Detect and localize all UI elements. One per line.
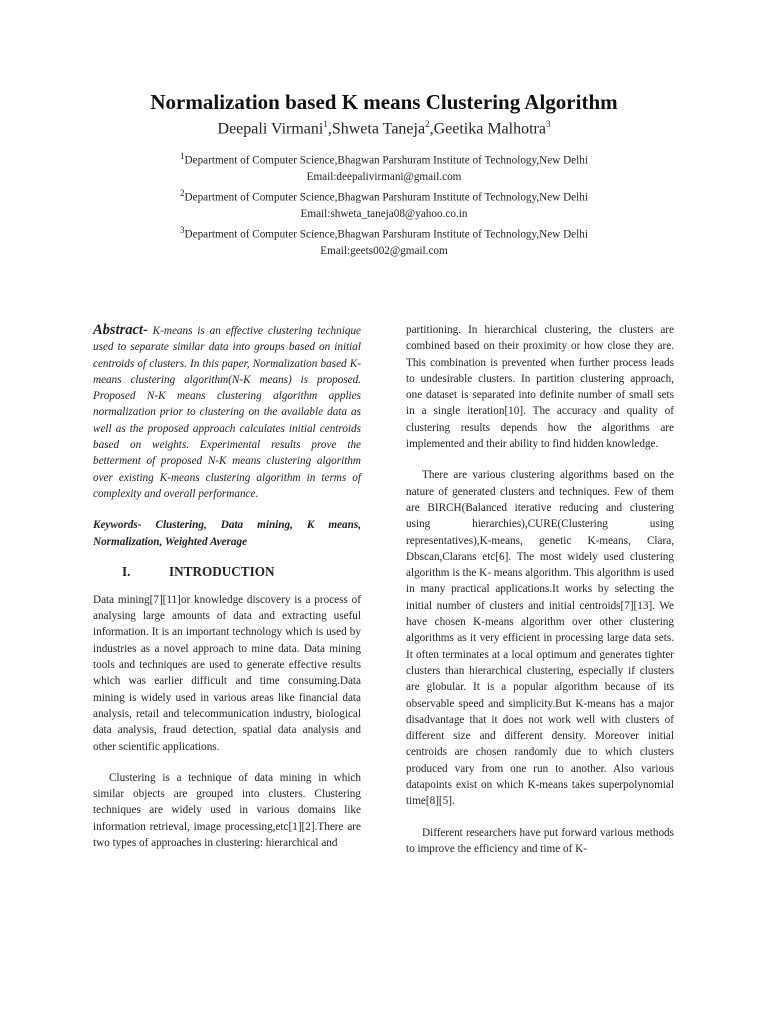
author-sup: 1 [323,119,328,129]
keywords-paragraph: Keywords- Clustering, Data mining, K means, Normalization, Weighted Average [93,519,361,548]
author-sup: 2 [425,119,430,129]
affiliation-sup: 2 [180,188,185,199]
author-name: Shweta Taneja [331,120,426,138]
abstract-label: Abstract- [93,322,148,338]
affiliation-3 [0,222,768,243]
affiliation-block [0,148,768,259]
author-name: Deepali Virmani [217,120,324,138]
author-name: Geetika Malhotra [433,120,546,138]
right-column [406,322,674,857]
abstract-text: K-means is an effective clustering technique used to separate similar data into groups based on initial centroids of clusters. In this paper, Normalization based K-means clustering algorithm(N-K means) is proposed. Proposed N-K means clustering algorithm applies normalization prior to clustering on the available data as well as the proposed approach calculates initial centroids based on weights. Experimental results prove the betterment of proposed N-K means clustering algorithm over existing K-means clustering algorithm in terms of complexity and overall performance. [93,325,362,500]
affiliation-1 [0,148,768,169]
author-sup: 3 [545,119,551,129]
section-title: INTRODUCTION [169,563,275,579]
affiliation-sup: 1 [180,151,185,161]
affiliation-dept: Department of Computer Science,Bhagwan Parshuram Institute of Technology,New Delhi [184,191,588,204]
body-paragraph-2: There are various clustering algorithms based on the nature of generated clusters and techniques. Few of them are BIRCH(Balanced iterative reducing and clustering using hierarchies),CURE(Clustering using representatives),K-means, genetic K-means, Clara, Dbscan,Clarans etc[6]. The most widely used clustering algorithm is the K- means algorithm. This algorithm is used in many practical applications.It works by selecting the initial number of clusters and initial centroids[7][13]. We have chosen K-means algorithm over other clustering algorithms as it very efficient in processing large data sets. It often terminates at a local optimum and generates tighter clusters than hierarchical clustering, especially if clusters are globular. It is a popular algorithm because of its observable speed and simplicity.But K-means has a major disadvantage that it does not work well with clusters of different size and different density. Moreover initial centroids are chosen randomly due to which clusters produced vary from one run to another. Also various datapoints exist on which K-means takes superpolynomial time[8][5]. [406,469,674,808]
affiliation-email: Email:geets002@gmail.com [320,245,448,258]
author-list: Deepali Virmani$^1$,Shweta Taneja$^2$,Geetika Malhotra$^3$ [217,119,551,138]
affiliation-2 [0,185,768,206]
intro-paragraph-2: Clustering is a technique of data mining in which similar objects are grouped into clusters. Clustering techniques are widely used in various domains like information retrieval, image processing,etc[1][2].There are two types of approaches in clustering: hierarchical and [93,771,361,850]
affiliation-email: Email:shweta_taneja08@yahoo.co.in [300,208,468,221]
section-number: I. [122,563,131,579]
affiliation-dept: Department of Computer Science,Bhagwan Parshuram Institute of Technology,New Delhi [184,154,588,167]
body-paragraph-1: partitioning. In hierarchical clustering, the clusters are combined based on their proximity or how close they are. This combination is prevented when further process leads to undesirable clusters. In partition clustering approach, one dataset is separated into definite number of small sets in a single iteration[10]. The accuracy and quality of clustering results depends how the algorithms are implemented and their ability to find hidden knowledge. [406,324,674,451]
left-column [93,322,361,851]
paper-title: Normalization based K means Clustering Algorithm [150,90,618,114]
intro-paragraph-1: Data mining[7][11]or knowledge discovery is a process of analysing large amounts of data and extracting useful information. It is an important technology which is used by industries as a novel approach to mine data. Data mining tools and techniques are used to generate effective results which was earlier difficult and time consuming.Data mining is widely used in various areas like financial data analysis, retail and telecommunication industry, biological data analysis, fraud detection, spatial data analysis and other scientific applications. [93,593,361,753]
section-heading-introduction [93,563,361,581]
body-paragraph-3: Different researchers have put forward various methods to improve the efficiency and time of K- [406,826,674,855]
affiliation-dept: Department of Computer Science,Bhagwan Parshuram Institute of Technology,New Delhi [184,229,588,242]
affiliation-sup: 3 [180,225,185,236]
affiliation-email: Email:deepalivirmani@gmail.com [306,170,462,183]
abstract-paragraph [93,322,361,502]
